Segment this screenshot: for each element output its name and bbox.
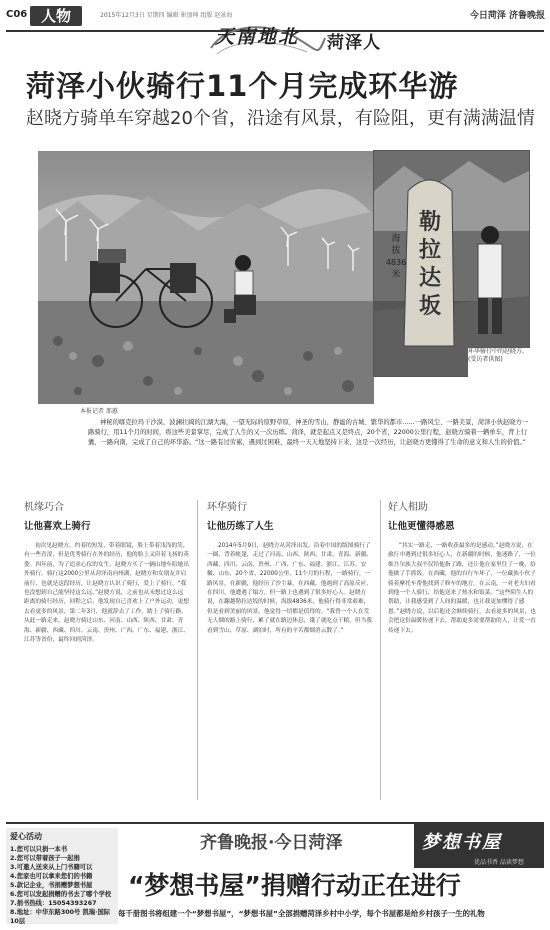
list-item: 2.您可以带着孩子一起捐 bbox=[10, 855, 80, 862]
column-logo-title: 天南地北 bbox=[215, 26, 300, 48]
reporter-credit: 本报记者 邢蕙 bbox=[80, 408, 118, 415]
list-item: 5.款记企业，书捐赠梦想书屋 bbox=[10, 882, 93, 889]
list-item: 7.捐书热线：15054393267 bbox=[10, 900, 97, 907]
svg-text:坂: 坂 bbox=[418, 294, 442, 319]
main-photo bbox=[38, 151, 374, 404]
svg-text:海: 海 bbox=[391, 234, 401, 244]
photo-caption: 环华骑行中的赵晓方。(受访者供图) bbox=[468, 348, 532, 384]
section-title: 让他喜欢上骑行 bbox=[24, 521, 91, 532]
section-label: 环华骑行 bbox=[207, 502, 247, 513]
list-item: 3.可邀人送来从上门书籍可以 bbox=[10, 864, 93, 871]
list-item: 4.您家也可以拿来您们的书籍 bbox=[10, 873, 93, 880]
dream-library-logo-subtitle: 优品书香 品读梦想 bbox=[474, 859, 524, 866]
article-headline: 菏泽小伙骑行11个月完成环华游 bbox=[26, 69, 459, 103]
list-item: 6.您可以发起捐赠的书去了哪个学校 bbox=[10, 891, 112, 898]
section-body: “其实一路走，一路收获最多的是感动，”赵晓方说，在旅行中遇到过很多好心人，在新疆的时候，他迷路了，一位维吾尔族大叔不仅给他指了路，还让他在家里住了一晚，给他做了手抓饭。在西藏，他的自行车坏了，一位藏族小伙子骑着摩托车帮他找到了修车的地方。在云南，一对老夫妇看到他一个人骑行，给他送来了热水和饭菜。“这些陌生人的帮助，让我感受到了人间的温暖，也让我更加懂得了感恩。”赵晓方说，以后他还会继续骑行，去看更多的风景，也会把这份温暖传递下去，帮助更多需要帮助的人，让爱一直传递下去。 bbox=[388, 543, 536, 634]
ad-info-box bbox=[6, 828, 118, 924]
date-line: 2015年12月3日 星期四 编辑 崔加坤 组版 赵景海 bbox=[100, 12, 233, 19]
inset-photo bbox=[373, 150, 530, 377]
section-column-2 bbox=[207, 498, 372, 636]
section-title: 让他历练了人生 bbox=[207, 521, 274, 532]
svg-text:达: 达 bbox=[418, 266, 442, 291]
cyclist-photo-icon bbox=[38, 151, 374, 404]
section-column-3 bbox=[388, 498, 538, 636]
section-label: 好人相助 bbox=[388, 502, 428, 513]
page-number: C06 bbox=[6, 9, 28, 20]
ad-info-title: 爱心活动 bbox=[10, 832, 42, 841]
svg-text:拉: 拉 bbox=[418, 238, 442, 263]
article-intro: 神秘的喀克拉玛干沙漠，波澜壮阔的江湖大海，一望无际的原野草原，神圣的雪山，静谧的古城、繁华的都市……一路风尘、一路美景，菏泽小伙赵晓方一路骑行，用11个月的时间，将这些美景掌尽，完成了人生的又一次历练。菏泽，就是起点又是终点，20个省，22000公里行程，赵晓方骑着一辆单车，背上行囊，一路向南，完成了自己的环华游。“这一路有过劳累，遇到过困难，最终一天天地坚持下来，这是一次经历，让赵晓方更懂得了生命的意义和人生的价值。” bbox=[88, 419, 529, 446]
list-item: 8.地址：中华东路300号 凯瑞·国际10层 bbox=[10, 909, 111, 925]
list-item: 1.您可以只捐一本书 bbox=[10, 846, 68, 853]
svg-text:勒: 勒 bbox=[418, 210, 442, 235]
ad-footer-text: 每千册图书将组建一个“梦想书屋”，“梦想书屋”全部捐赠菏泽乡村中小学，每个书屋都是给乡村孩子一生的礼物 bbox=[118, 909, 485, 918]
dream-library-logo-title: 梦想书屋 bbox=[422, 832, 502, 853]
dream-library-logo bbox=[414, 824, 544, 868]
svg-text:4836: 4836 bbox=[385, 258, 407, 267]
section-column-1 bbox=[24, 498, 189, 645]
ad-paper-name: 齐鲁晚报·今日菏泽 bbox=[200, 833, 343, 853]
ad-headline: “梦想书屋”捐赠行动正在进行 bbox=[128, 871, 461, 900]
section-label: 机缘巧合 bbox=[24, 502, 64, 513]
column-divider bbox=[197, 500, 198, 800]
svg-text:拔: 拔 bbox=[391, 246, 401, 256]
svg-text:米: 米 bbox=[391, 270, 401, 280]
column-logo bbox=[215, 22, 440, 62]
newspaper-brand: 今日菏泽 济鲁晚报 bbox=[469, 11, 545, 21]
column-logo-subtitle: 菏泽人 bbox=[327, 33, 381, 53]
article-subheadline: 赵晓方骑单车穿越20个省，沿途有风景，有险阻，更有满满温情 bbox=[26, 108, 535, 129]
signpost-photo-icon bbox=[374, 151, 529, 376]
section-body: 初次见赵晓方，约着的短发，带着眼镜，脸上带着浅浅的笑，有一些青涩，但是优秀骑行在外的经历，他的脸上又印着飞扬的英姿。四年前，为了追求心仪的女生，赵晓方买了一辆山地车陪她出外骑行。骑行这2000公里从菏泽南向州湖，赵晓方和女朋友并肩前行，也就是这段经历，让赵晓方认识了骑行，爱上了骑行。“我也没想到自己能坚持这么远，”赵晓方说，之前也从未想过这么远距离的骑行经历，回程之后，他发现自己喜欢上了户外运动，更想去看更多的风景，第二年3月，他就辞去了工作，踏上了骑行路。从此一路走来，赵晓方骑过山东、河南、山西、陕西、甘肃、青海、新疆、西藏、四川、云南、贵州、广西、广东、福建、浙江、江苏等省份，最终回到菏泽。 bbox=[24, 543, 189, 644]
column-divider bbox=[380, 500, 381, 800]
section-body: 2014年5月9日，赵晓方从菏泽出发，沿着中国的版图骑行了一圈，背着帐篷，走过了河南、山西、陕西、甘肃、青海、新疆、西藏、四川、云南、贵州、广西、广东、福建、浙江、江苏、安徽、山东，20个省、22000公里、11个月的行程，一路骑行，一路风景。在新疆，他经历了沙尘暴，在西藏，他遇到了高原反应，在四川，他遭遇了塌方，但一路上也遇到了很多好心人。赵晓方说，在翻越勒拉达坂的时候，海拔4836米，他骑行得非常艰难，但是看到美丽的风景，他觉得一切都是值得的。“我曾一个人在荒无人烟的路上骑行，累了就在路边休息，饿了就吃点干粮，但当我看到雪山、草原、湖泊时，所有的辛苦都烟消云散了。” bbox=[207, 543, 372, 634]
ad-info-list bbox=[6, 845, 118, 926]
section-title: 让他更懂得感恩 bbox=[388, 521, 455, 532]
section-badge: 人物 bbox=[30, 6, 82, 26]
